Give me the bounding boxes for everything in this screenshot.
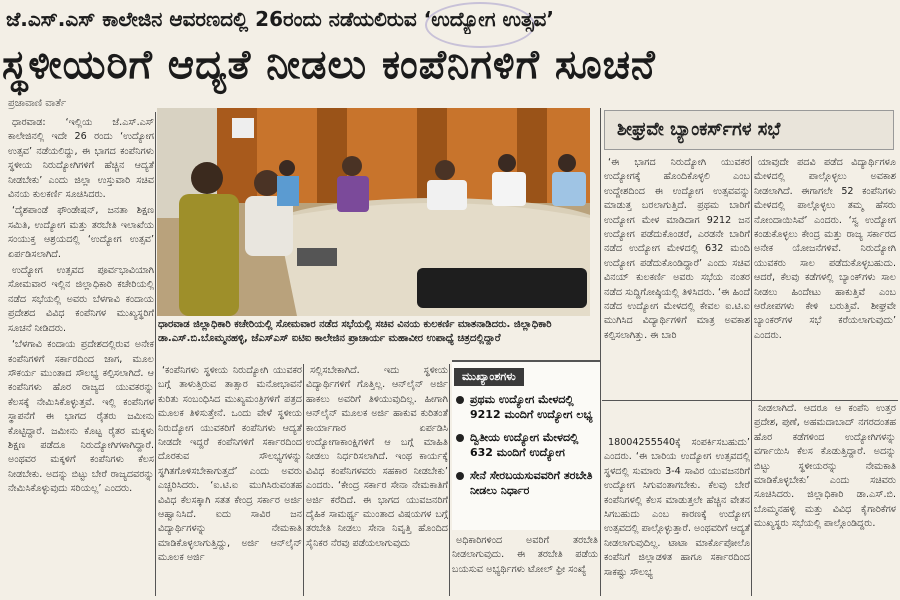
paragraph: ‘ಬೆಳಗಾವಿ ಕಂದಾಯ ಪ್ರದೇಶದಲ್ಲಿರುವ ಅನೇಕ ಕಂಪೆನಿಗಳಿಗೆ ಸರ್ಕಾರದಿಂದ ಜಾಗ, ಮೂಲ ಸೌಕರ್ಯ ಮುಂತಾದ ಸೌಲಭ್ಯ ಕಲ್ಪಿಸಲಾಗಿದೆ. ಆ ಕಂಪೆನಿಗಳು ಹೊರ ರಾಜ್ಯದ ಯುವಕರನ್ನು ಕೆಲಸಕ್ಕೆ ನೇಮಿಸಿಕೊಳ್ಳುತ್ತವೆ. ಇಲ್ಲಿ ಕಂಪೆನಿಗಳ ಸ್ಥಾಪನೆಗೆ ಈ ಭಾಗದ ರೈತರು ಜಮೀನು ಕೊಟ್ಟಿದ್ದಾರೆ. ಜಮೀನು ಕೊಟ್ಟ ರೈತರ ಮಕ್ಕಳು ಶಿಕ್ಷಣ ಪಡೆದೂ ನಿರುದ್ಯೋಗಿಗಳಾಗಿದ್ದಾರೆ. ಅಂಥವರ ಮಕ್ಕಳಿಗೆ ಕಂಪೆನಿಗಳು ಕೆಲಸ ನೀಡಬೇಕು. ಅದನ್ನು ಬಿಟ್ಟು ಬೇರೆ ರಾಜ್ಯದವರನ್ನು ನೇಮಿಸಿಕೊಳ್ಳುವುದು ಸರಿಯಲ್ಲ’ ಎಂದರು. bbox=[8, 339, 154, 495]
sidebar-column-1 bbox=[604, 156, 750, 360]
article-headline: ಸ್ಥಳೀಯರಿಗೆ ಆದ್ಯತೆ ನೀಡಲು ಕಂಪೆನಿಗಳಿಗೆ ಸೂಚನೆ bbox=[2, 42, 656, 88]
article-column-3 bbox=[306, 364, 448, 596]
sidebar-column-2 bbox=[754, 156, 896, 394]
article-kicker: ಜೆ.ಎಸ್.ಎಸ್ ಕಾಲೇಜಿನ ಆವರಣದಲ್ಲಿ 26ರಂದು ನಡೆಯಲಿರುವ ‘ಉದ್ಯೋಗ ಉತ್ಸವ’ bbox=[6, 7, 554, 31]
photo-caption: ಧಾರವಾಡ ಜಿಲ್ಲಾಧಿಕಾರಿ ಕಚೇರಿಯಲ್ಲಿ ಸೋಮವಾರ ನಡೆದ ಸಭೆಯಲ್ಲಿ ಸಚಿವ ವಿನಯ ಕುಲಕರ್ಣಿ ಮಾತನಾಡಿದರು. ಜಿಲ್ಲಾಧಿಕಾರಿ ಡಾ.ಎಸ್.ಬಿ.ಬೊಮ್ಮನಹಳ್ಳಿ, ಜೆಎಸ್‌ಎಸ್ ಐಟಿಐ ಕಾಲೇಜಿನ ಪ್ರಾಚಾರ್ಯ ಮಹಾವೀರ ಉಪಾಧ್ಯೆ ಚಿತ್ರದಲ್ಲಿದ್ದಾರೆ bbox=[158, 319, 552, 344]
paragraph: ಯಾವುದೇ ಪದವಿ ಪಡೆದ ವಿದ್ಯಾರ್ಥಿಗಳೂ ಮೇಳದಲ್ಲಿ ಪಾಲ್ಗೊಳ್ಳಲು ಅವಕಾಶ ನೀಡಲಾಗಿದೆ. ಈಗಾಗಲೇ 52 ಕಂಪೆನಿಗಳು ಮೇಳದಲ್ಲಿ ಪಾಲ್ಗೊಳ್ಳಲು ತಮ್ಮ ಹೆಸರು ನೋಂದಾಯಿಸಿವೆ’ ಎಂದರು. ‘ಸ್ವ ಉದ್ಯೋಗ ಕಂಡುಕೊಳ್ಳಲು ಕೇಂದ್ರ ಮತ್ತು ರಾಜ್ಯ ಸರ್ಕಾರದ ಅನೇಕ ಯೋಜನೆಗಳಿವೆ. ನಿರುದ್ಯೋಗಿ ಯುವಕರು ಸಾಲ ಪಡೆದುಕೊಳ್ಳಬಹುದು. ಆದರೆ, ಕೆಲವು ಕಡೆಗಳಲ್ಲಿ ಬ್ಯಾಂಕ್‌ಗಳು ಸಾಲ ನೀಡಲು ಹಿಂದೇಟು ಹಾಕುತ್ತಿವೆ ಎಂಬ ಆರೋಪಗಳು ಕೇಳಿ ಬರುತ್ತಿವೆ. ಶೀಘ್ರವೇ ಬ್ಯಾಂಕರ್‌ಗಳ ಸಭೆ ಕರೆಯಲಾಗುವುದು’ ಎಂದರು. bbox=[754, 157, 896, 341]
highlight-item: ದ್ವಿತೀಯ ಉದ್ಯೋಗ ಮೇಳದಲ್ಲಿ 632 ಮಂದಿಗೆ ಉದ್ಯೋಗ bbox=[454, 430, 596, 460]
highlights-box bbox=[452, 360, 600, 530]
paragraph: ‘ದೈಶಪಾಂಡೆ ಫೌಂಡೇಷನ್, ಜನತಾ ಶಿಕ್ಷಣ ಸಮಿತಿ, ಉದ್ಯೋಗ ಮತ್ತು ತರಬೇತಿ ಇಲಾಖೆಯ ಸಂಯುಕ್ತ ಆಶ್ರಯದಲ್ಲಿ ‘ಉದ್ಯೋಗ ಉತ್ಸವ’ ಏರ್ಪಡಿಸಲಾಗಿದೆ. bbox=[8, 205, 154, 260]
paragraph: ‘ಕಂಪೆನಿಗಳು ಸ್ಥಳೀಯ ನಿರುದ್ಯೋಗಿ ಯುವಕರ ಬಗ್ಗೆ ತಾಳುತ್ತಿರುವ ತಾತ್ಸಾರ ಮನೋಭಾವನೆ ಕುರಿತು ಸಂಬಂಧಿಸಿದ ಮುಖ್ಯಮಂತ್ರಿಗಳಿಗೆ ಪತ್ರದ ಮೂಲಕ ತಿಳಿಸುತ್ತೇನೆ. ಒಂದು ವೇಳೆ ಸ್ಥಳೀಯ ನಿರುದ್ಯೋಗ ಯುವಕರಿಗೆ ಕಂಪೆನಿಗಳು ಆದ್ಯತೆ ನೀಡದೇ ಇದ್ದರೆ ಕಂಪೆನಿಗಳಿಗೆ ಸರ್ಕಾರದಿಂದ ದೊರಕುವ ಸೌಲಭ್ಯಗಳನ್ನು ಸ್ಥಗಿತಗೊಳಿಸಬೇಕಾಗುತ್ತದೆ’ ಎಂದು ಅವರು ಎಚ್ಚರಿಸಿದರು. ‘ಐ.ಟಿ.ಐ ಮುಗಿಸಿರುವಂತಹ ವಿವಿಧ ಕೆಲಸಕ್ಕಾಗಿ ಸತತ ಕೇಂದ್ರ ಸರ್ಕಾರ ಅರ್ಜಿ ಆಹ್ವಾನಿಸಿದೆ. ಐದು ಸಾವಿರ ಜನ ವಿದ್ಯಾರ್ಥಿಗಳನ್ನು ನೇಮಕಾತಿ ಮಾಡಿಕೊಳ್ಳಲಾಗುತ್ತಿದ್ದು, ಅರ್ಜಿ ಆನ್‌ಲೈನ್ ಮೂಲಕ ಅರ್ಜಿ bbox=[158, 365, 302, 564]
paragraph: ಉದ್ಯೋಗ ಉತ್ಸವದ ಪೂರ್ವಭಾವಿಯಾಗಿ ಸೋಮವಾರ ಇಲ್ಲಿನ ಜಿಲ್ಲಾಧಿಕಾರಿ ಕಚೇರಿಯಲ್ಲಿ ನಡೆದ ಸಭೆಯಲ್ಲಿ ಅವರು ಬೆಳಗಾವಿ ಕಂದಾಯ ಪ್ರದೇಶದ ವಿವಿಧ ಕಂಪೆನಿಗಳ ಮುಖ್ಯಸ್ಥರಿಗೆ ಸೂಚನೆ ನೀಡಿದರು. bbox=[8, 265, 154, 334]
highlight-item: ಪ್ರಥಮ ಉದ್ಯೋಗ ಮೇಳದಲ್ಲಿ 9212 ಮಂದಿಗೆ ಉದ್ಯೋಗ ಲಭ್ಯ bbox=[454, 392, 596, 422]
section-divider bbox=[602, 400, 898, 401]
article-byline: ಪ್ರಜಾವಾಣಿ ವಾರ್ತೆ bbox=[8, 98, 67, 109]
paragraph: ಅಧಿಕಾರಿಗಳಿಂದ ಅವರಿಗೆ ತರಬೇತಿ ನೀಡಲಾಗುವುದು. ಈ ತರಬೇತಿ ಪಡೆಯ ಬಯಸುವ ಅಭ್ಯರ್ಥಿಗಳು ಟೋಲ್ ಫ್ರೀ ಸಂಖ್ಯೆ bbox=[452, 535, 598, 575]
column-divider bbox=[600, 108, 601, 596]
article-column-2 bbox=[158, 364, 302, 596]
column-divider bbox=[751, 156, 752, 596]
paragraph: ಧಾರವಾಡ: ‘ಇಲ್ಲಿಯ ಜೆ.ಎಸ್.ಎಸ್ ಕಾಲೇಜಿನಲ್ಲಿ ಇದೇ 26 ರಂದು ‘ಉದ್ಯೋಗ ಉತ್ಸವ’ ನಡೆಯಲಿದ್ದು, ಈ ಭಾಗದ ಕಂಪೆನಿಗಳು ಸ್ಥಳೀಯ ನಿರುದ್ಯೋಗಿಗಳಿಗೆ ಹೆಚ್ಚಿನ ಆದ್ಯತೆ ನೀಡಬೇಕು’ ಎಂದು ಜಿಲ್ಲಾ ಉಸ್ತುವಾರಿ ಸಚಿವ ವಿನಯ ಕುಲಕರ್ಣಿ ಸೂಚಿಸಿದರು. bbox=[8, 117, 154, 201]
column-divider bbox=[303, 364, 304, 596]
meeting-photo bbox=[157, 108, 590, 316]
article-column-1 bbox=[8, 116, 154, 596]
paragraph: ‘ಈ ಭಾಗದ ನಿರುದ್ಯೋಗಿ ಯುವಕರ ಉದ್ಯೋಗಕ್ಕೆ ಹೊಂದಿಕೊಳ್ಳಲಿ ಎಂಬ ಉದ್ದೇಶದಿಂದ ಈ ಉದ್ಯೋಗ ಉತ್ಸವವನ್ನು ಮಾಡುತ್ತ ಬರಲಾಗುತ್ತಿದೆ. ಪ್ರಥಮ ಬಾರಿಗೆ ಉದ್ಯೋಗ ಮೇಳ ಮಾಡಿದಾಗ 9212 ಜನ ಉದ್ಯೋಗ ಪಡೆದುಕೊಂಡರೆ, ಎರಡನೇ ಬಾರಿಗೆ ನಡೆದ ಉದ್ಯೋಗ ಮೇಳದಲ್ಲಿ 632 ಮಂದಿ ಉದ್ಯೋಗ ಪಡೆದುಕೊಂಡಿದ್ದಾರೆ’ ಎಂದು ಸಚಿವ ವಿನಯ್ ಕುಲಕರ್ಣಿ ಅವರು ಸಭೆಯ ನಂತರ ನಡೆದ ಸುದ್ದಿಗೋಷ್ಠಿಯಲ್ಲಿ ತಿಳಿಸಿದರು. ‘ಈ ಹಿಂದೆ ನಡೆದ ಉದ್ಯೋಗ ಮೇಳದಲ್ಲಿ ಕೇವಲ ಐ.ಟಿ.ಐ ಮುಗಿಸಿದ ವಿದ್ಯಾರ್ಥಿಗಳಿಗೆ ಮಾತ್ರ ಅವಕಾಶ ಕಲ್ಪಿಸಲಾಗಿತ್ತು. ಈ ಬಾರಿ bbox=[604, 157, 750, 341]
column-divider bbox=[449, 364, 450, 596]
sidebar-title: ಶೀಘ್ರವೇ ಬ್ಯಾಂಕರ್ಸ್‌ಗಳ ಸಭೆ bbox=[604, 110, 894, 150]
highlight-item: ಸೇನೆ ಸೇರಬಯಸುವವರಿಗೆ ತರಬೇತಿ ನೀಡಲು ನಿರ್ಧಾರ bbox=[454, 468, 596, 498]
article-column-4-bottom bbox=[452, 534, 598, 596]
meeting-photo-illustration bbox=[157, 108, 590, 316]
article-column-5 bbox=[604, 436, 750, 596]
paragraph: 18004255540ಕ್ಕೆ ಸಂಪರ್ಕಿಸಬಹುದು’ ಎಂದರು. ‘ಈ ಬಾರಿಯ ಉದ್ಯೋಗ ಉತ್ಸವದಲ್ಲಿ ಸ್ಥಳದಲ್ಲಿ ಸುಮಾರು 3-4 ಸಾವಿರ ಯುವಜನರಿಗೆ ಉದ್ಯೋಗ ಸಿಗುವಂತಾಗಬೇಕು. ಕೆಲವು ಬೇರೆ ಕಂಪೆನಿಗಳಲ್ಲಿ ಕೆಲಸ ಮಾಡುತ್ತಲೇ ಹೆಚ್ಚಿನ ವೇತನ ಸಿಗಬಹುದು ಎಂಬ ಕಾರಣಕ್ಕೆ ಉದ್ಯೋಗ ಉತ್ಸವದಲ್ಲಿ ಪಾಲ್ಗೊಳ್ಳುತ್ತಾರೆ. ಅಂಥವರಿಗೆ ಆದ್ಯತೆ ನೀಡಲಾಗುವುದಿಲ್ಲ. ಟಾಟಾ ಮಾರ್ಕೊಪೋಲೊ ಕಂಪೆನಿಗೆ ಜಿಲ್ಲಾಡಳಿತ ಹಾಗೂ ಸರ್ಕಾರದಿಂದ ಸಾಕಷ್ಟು ಸೌಲಭ್ಯ bbox=[604, 437, 750, 578]
article-column-6 bbox=[754, 402, 896, 596]
paragraph: ಸಲ್ಲಿಸಬೇಕಾಗಿದೆ. ಇದು ಸ್ಥಳೀಯ ವಿದ್ಯಾರ್ಥಿಗಳಿಗೆ ಗೊತ್ತಿಲ್ಲ. ಆನ್‌ಲೈನ್ ಅರ್ಜಿ ಹಾಕಲು ಅವರಿಗೆ ತಿಳಿಯುವುದಿಲ್ಲ. ಹೀಗಾಗಿ ಆನ್‌ಲೈನ್ ಮೂಲಕ ಅರ್ಜಿ ಹಾಕುವ ಕುರಿತಂತೆ ಕಾರ್ಯಾಗಾರ ಏರ್ಪಡಿಸಿ ಉದ್ಯೋಗಾಕಾಂಕ್ಷಿಗಳಿಗೆ ಆ ಬಗ್ಗೆ ಮಾಹಿತಿ ನೀಡಲು ನಿರ್ಧರಿಸಲಾಗಿದೆ. ಇಂಥ ಕಾರ್ಯಕ್ಕೆ ವಿವಿಧ ಕಂಪೆನಿಗಳವರು ಸಹಕಾರ ನೀಡಬೇಕು’ ಎಂದರು. ‘ಕೇಂದ್ರ ಸರ್ಕಾರ ಸೇನಾ ನೇಮಕಾತಿಗೆ ಅರ್ಜಿ ಕರೆದಿದೆ. ಈ ಭಾಗದ ಯುವಜನರಿಗೆ ದೈಹಿಕ ಸಾಮರ್ಥ್ಯ ಮುಂತಾದ ವಿಷಯಗಳ ಬಗ್ಗೆ ತರಬೇತಿ ನೀಡಲು ಸೇನಾ ನಿವೃತ್ತಿ ಹೊಂದಿದ ಸೈನಿಕರ ನೆರವು ಪಡೆಯಲಾಗುವುದು bbox=[306, 365, 448, 549]
highlights-title: ಮುಖ್ಯಾಂಶಗಳು bbox=[454, 368, 524, 386]
column-divider bbox=[155, 112, 156, 596]
paragraph: ನೀಡಲಾಗಿದೆ. ಆದರೂ ಆ ಕಂಪೆನಿ ಉತ್ತರ ಪ್ರದೇಶ, ಪುಣೆ, ಅಹಮದಾಬಾದ್ ನಗರದಂತಹ ಹೊರ ಕಡೆಗಳಿಂದ ಉದ್ಯೋಗಿಗಳನ್ನು ವರ್ಗಾಯಿಸಿ ಕೆಲಸ ಕೊಡುತ್ತಿದ್ದಾರೆ. ಅದನ್ನು ಬಿಟ್ಟು ಸ್ಥಳೀಯರನ್ನು ನೇಮಕಾತಿ ಮಾಡಿಕೊಳ್ಳಬೇಕು’ ಎಂದು ಸಚಿವರು ಸೂಚಿಸಿದರು. ಜಿಲ್ಲಾಧಿಕಾರಿ ಡಾ.ಎಸ್.ಬಿ. ಬೊಮ್ಮನಹಳ್ಳಿ ಮತ್ತು ವಿವಿಧ ಕೈಗಾರಿಕೆಗಳ ಮುಖ್ಯಸ್ಥರು ಸಭೆಯಲ್ಲಿ ಪಾಲ್ಗೊಂಡಿದ್ದರು. bbox=[754, 403, 896, 530]
